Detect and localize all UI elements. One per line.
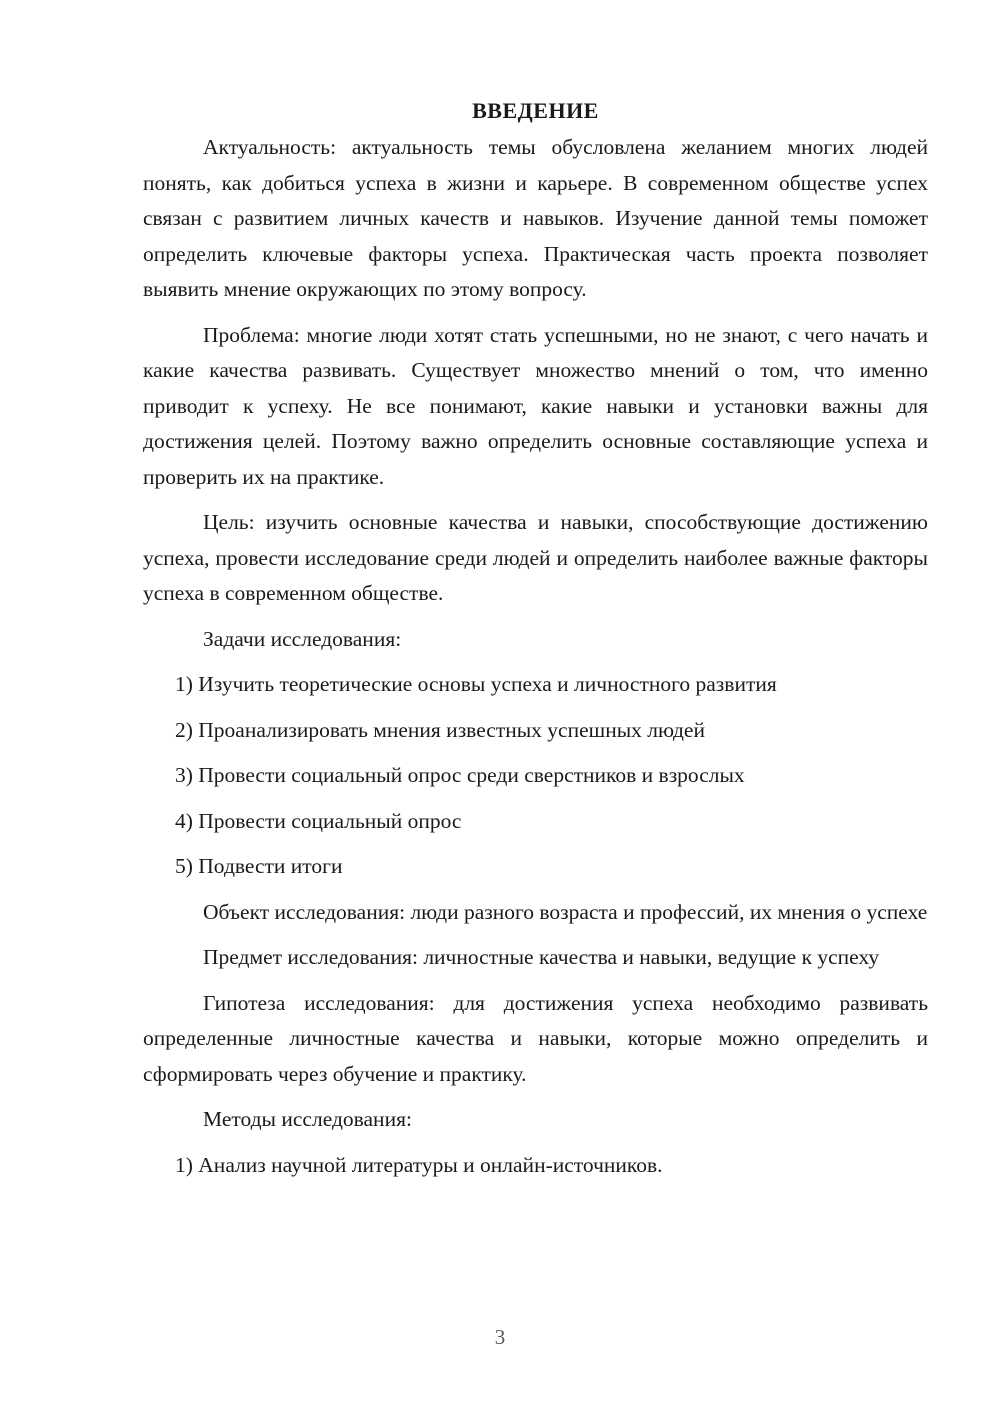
tasks-heading: Задачи исследования: (203, 626, 402, 651)
paragraph-problem: Проблема: многие люди хотят стать успешными, но не знают, с чего начать и какие качества развивать. Существует множество мнений о том, что именно приводит к успеху. Не все понимают, какие навыки и установки важны для достижения целей. Поэтому важно определить основные составляющие успеха и проверить их на практике. (143, 322, 928, 489)
task-item: 4) Провести социальный опрос (175, 808, 462, 833)
methods-heading: Методы исследования: (203, 1107, 412, 1131)
paragraph-object: Объект исследования: люди разного возраста и профессий, их мнения о успехе (203, 899, 928, 924)
paragraph-hypothesis: Гипотеза исследования: для достижения успеха необходимо развивать определенные личностные качества и навыки, которые можно определить и сформировать через обучение и практику. (143, 990, 928, 1086)
task-item: 2) Проанализировать мнения известных успешных людей (175, 717, 705, 742)
task-item: 1) Изучить теоретические основы успеха и личностного развития (175, 672, 777, 696)
paragraph-relevance: Актуальность: актуальность темы обусловлена желанием многих людей понять, как добиться успеха в жизни и карьере. В современном обществе успех связан с развитием личных качеств и навыков. Изучение данной темы поможет определить ключевые факторы успеха. Практическая часть проекта позволяет выявить мнение окружающих по этому вопросу. (143, 135, 928, 301)
paragraph-goal: Цель: изучить основные качества и навыки, способствующие достижению успеха, провести исследование среди людей и определить наиболее важные факторы успеха в современном обществе. (143, 510, 928, 605)
page-title: ВВЕДЕНИЕ (472, 98, 599, 123)
task-item: 3) Провести социальный опрос среди сверстников и взрослых (175, 763, 745, 787)
tasks-list (143, 667, 928, 885)
task-item: 5) Подвести итоги (175, 854, 343, 878)
paragraph-subject: Предмет исследования: личностные качества и навыки, ведущие к успеху (203, 945, 880, 969)
page-content (143, 96, 928, 1183)
methods-list (143, 1148, 928, 1184)
method-item: 1) Анализ научной литературы и онлайн-источников. (175, 1152, 663, 1177)
page-number: 3 (494, 1325, 506, 1349)
